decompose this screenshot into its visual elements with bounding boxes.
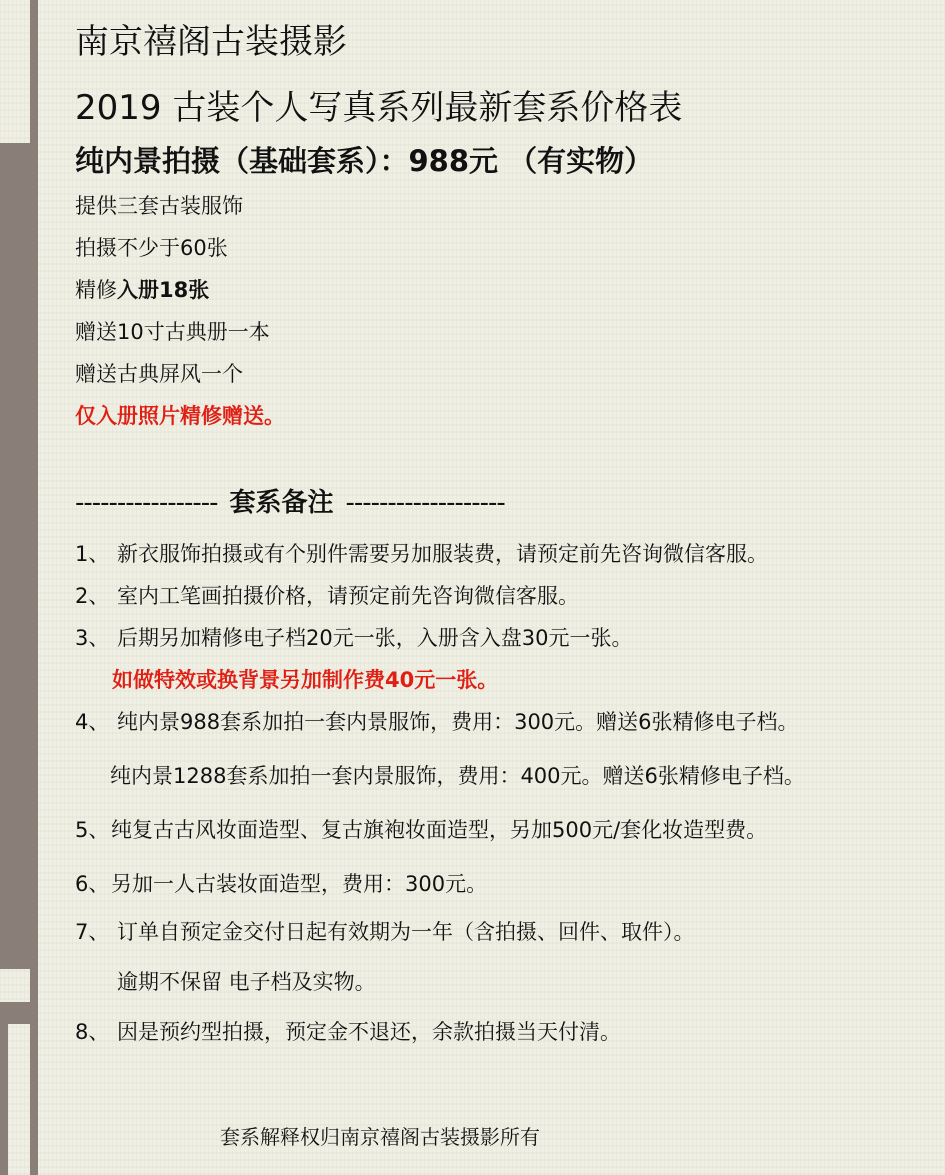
- section-title: 套系备注: [229, 488, 334, 518]
- note-number: 4、: [75, 710, 110, 734]
- retouch-count: 入册18张: [117, 278, 210, 302]
- decorative-stripe: [30, 0, 38, 1175]
- note-number: 3、: [75, 626, 110, 650]
- package-heading: 纯内景拍摄（基础套系）：988元 （有实物）: [75, 144, 654, 178]
- note-item: [75, 706, 799, 736]
- note-text: 新衣服饰拍摄或有个别件需要另加服装费，请预定前先咨询微信客服。: [117, 542, 768, 566]
- note-text: 纯复古古风妆面造型、复古旗袍妆面造型，另加500元/套化妆造型费。: [111, 818, 768, 842]
- studio-name: 南京禧阁古装摄影: [75, 22, 347, 62]
- note-number: 7、: [75, 920, 110, 944]
- feature-item-retouch: [75, 274, 209, 304]
- copyright-footer: 套系解释权归南京禧阁古装摄影所有: [220, 1125, 540, 1149]
- retouch-prefix: 精修: [75, 278, 117, 302]
- note-item: [75, 538, 768, 568]
- divider-left: -----------------: [75, 488, 218, 518]
- note-text: 室内工笔画拍摄价格，请预定前先咨询微信客服。: [117, 584, 579, 608]
- note-sub-line: 逾期不保留 电子档及实物。: [117, 970, 376, 994]
- decorative-block: [0, 1002, 31, 1024]
- note-text: 因是预约型拍摄，预定金不退还，余款拍摄当天付清。: [117, 1020, 621, 1044]
- decorative-stripe-lower: [0, 1024, 8, 1175]
- note-item: [75, 868, 487, 898]
- note-sub-line: 纯内景1288套系加拍一套内景服饰，费用：400元。赠送6张精修电子档。: [110, 764, 805, 788]
- feature-item: 赠送10寸古典册一本: [75, 320, 270, 344]
- note-item: [75, 1016, 621, 1046]
- note-number: 6、: [75, 872, 110, 896]
- note-item: [75, 916, 695, 946]
- note-number: 2、: [75, 584, 110, 608]
- note-text: 另加一人古装妆面造型，费用：300元。: [111, 872, 488, 896]
- note-number: 8、: [75, 1020, 110, 1044]
- note-number: 1、: [75, 542, 110, 566]
- note-red-line: 如做特效或换背景另加制作费40元一张。: [112, 668, 499, 692]
- section-divider: [75, 482, 505, 519]
- note-text: 后期另加精修电子档20元一张，入册含入盘30元一张。: [117, 626, 633, 650]
- note-item: [75, 814, 767, 844]
- feature-item: 提供三套古装服饰: [75, 194, 243, 218]
- promo-note: 仅入册照片精修赠送。: [75, 404, 285, 428]
- note-text: 订单自预定金交付日起有效期为一年（含拍摄、回件、取件）。: [117, 920, 695, 944]
- note-item: [75, 622, 632, 652]
- note-number: 5、: [75, 818, 110, 842]
- note-text: 纯内景988套系加拍一套内景服饰，费用：300元。赠送6张精修电子档。: [117, 710, 799, 734]
- decorative-bar: [0, 143, 31, 969]
- note-item: [75, 580, 579, 610]
- feature-item: 拍摄不少于60张: [75, 236, 228, 260]
- divider-right: -------------------: [345, 488, 505, 518]
- feature-item: 赠送古典屏风一个: [75, 362, 243, 386]
- page-title: 2019 古装个人写真系列最新套系价格表: [75, 88, 683, 128]
